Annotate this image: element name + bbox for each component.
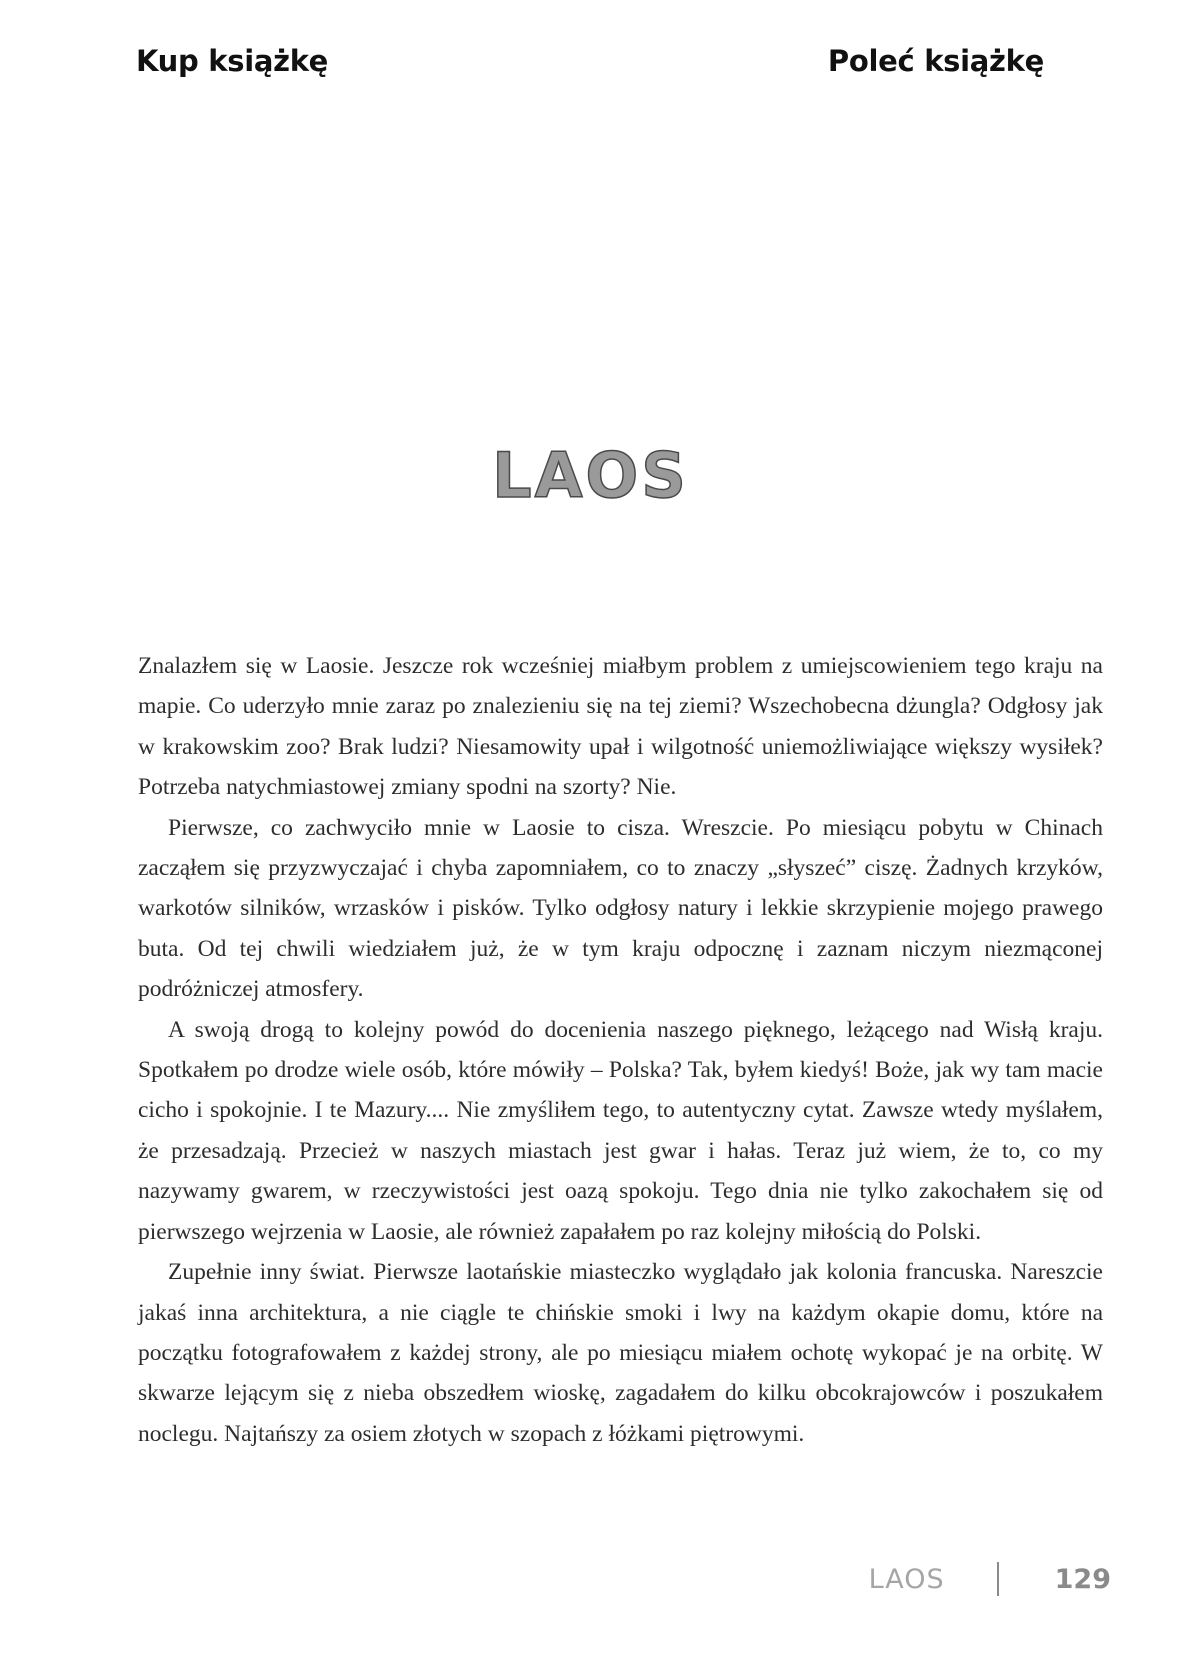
page-number: 129 [1054, 1563, 1111, 1595]
paragraph: Pierwsze, co zachwyciło mnie w Laosie to cisza. Wreszcie. Po miesiącu pobytu w Chinach zacząłem się przyzwyczajać i chyba zapomniałem, co to znaczy „słyszeć” ciszę. Żadnych krzyków, warkotów silników, wrzasków i pisków. Tylko odgłosy natury i lekkie skrzypienie mojego prawego buta. Od tej chwili wiedziałem już, że w tym kraju odpocznę i zaznam niczym niezmąconej podróżniczej atmosfery. [138, 814, 1103, 1003]
page-footer [869, 1562, 1111, 1596]
recommend-book-link[interactable]: Poleć książkę [827, 44, 1044, 78]
paragraph: A swoją drogą to kolejny powód do docenienia naszego pięknego, leżącego nad Wisłą kraju. Spotkałem po drodze wiele osób, które mówiły – Polska? Tak, byłem kiedyś! Boże, jak wy tam macie cicho i spokojnie. I te Mazury.... Nie zmyśliłem tego, to autentyczny cytat. Zawsze wtedy myślałem, że przesadzają. Przecież w naszych miastach jest gwar i hałas. Teraz już wiem, że to, co my nazywamy gwarem, w rzeczywistości jest oazą spokoju. Tego dnia nie tylko zakochałem się od pierwszego wejrzenia w Laosie, ale również zapałałem po raz kolejny miłością do Polski. [138, 1016, 1103, 1245]
paragraph: Znalazłem się w Laosie. Jeszcze rok wcześniej miałbym problem z umiejscowieniem tego kraju na mapie. Co uderzyło mnie zaraz po znalezieniu się na tej ziemi? Wszechobecna dżungla? Odgłosy jak w krakowskim zoo? Brak ludzi? Niesamowity upał i wilgotność uniemożliwiające większy wysiłek? Potrzeba natychmiastowej zmiany spodni na szorty? Nie. [138, 653, 1103, 801]
buy-book-link[interactable]: Kup książkę [136, 44, 329, 78]
paragraph: Zupełnie inny świat. Pierwsze laotańskie miasteczko wyglądało jak kolonia francuska. Nareszcie jakaś inna architektura, a nie ciągle te chińskie smoki i lwy na każdym okapie domu, które na początku fotografowałem z każdej strony, ale po miesiącu miałem ochotę wykopać je na orbitę. W skwarze lejącym się z nieba obszedłem wioskę, zagadałem do kilku obcokrajowców i poszukałem noclegu. Najtańszy za osiem złotych w szopach z łóżkami piętrowymi. [138, 1259, 1103, 1447]
footer-divider [997, 1562, 999, 1596]
running-head: LAOS [868, 1563, 945, 1595]
body-text [138, 646, 1103, 1454]
chapter-title: LAOS [492, 439, 689, 512]
